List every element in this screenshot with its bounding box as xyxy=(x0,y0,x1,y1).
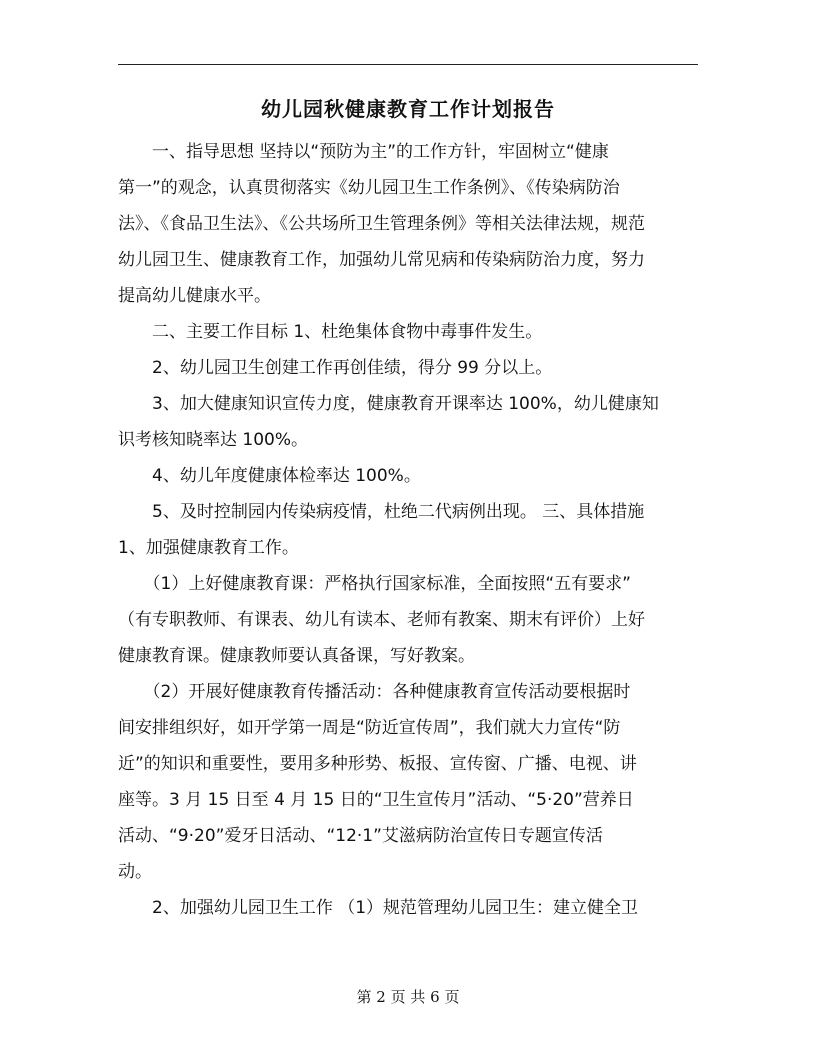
paragraph-line: 法》、《食品卫生法》、《公共场所卫生管理条例》等相关法律法规，规范 xyxy=(118,214,645,234)
paragraph-line: 动。 xyxy=(118,862,152,882)
paragraph-line: 2、幼儿园卫生创建工作再创佳绩，得分 99 分以上。 xyxy=(118,358,553,378)
paragraph-line: （有专职教师、有课表、幼儿有读本、老师有教案、期末有评价）上好 xyxy=(118,610,645,630)
paragraph-line: 健康教育课。健康教师要认真备课，写好教案。 xyxy=(118,646,475,666)
paragraph-line: 活动、“9·20”爱牙日活动、“12·1”艾滋病防治宣传日专题宣传活 xyxy=(118,826,603,846)
paragraph-line: 5、及时控制园内传染病疫情，杜绝二代病例出现。 三、具体措施 xyxy=(118,502,645,522)
paragraph-line: 1、加强健康教育工作。 xyxy=(118,538,299,558)
paragraph-line: 3、加大健康知识宣传力度，健康教育开课率达 100%，幼儿健康知 xyxy=(118,394,659,414)
paragraph-line: 2、加强幼儿园卫生工作 （1）规范管理幼儿园卫生：建立健全卫 xyxy=(118,898,639,918)
paragraph-line: 间安排组织好，如开学第一周是“防近宣传周”，我们就大力宣传“防 xyxy=(118,718,621,738)
paragraph-line: 二、主要工作目标 1、杜绝集体食物中毒事件发生。 xyxy=(118,322,543,342)
paragraph-line: 座等。3 月 15 日至 4 月 15 日的“卫生宣传月”活动、“5·20”营养日 xyxy=(118,790,634,810)
paragraph-line: 识考核知晓率达 100%。 xyxy=(118,430,309,450)
paragraph-line: （1）上好健康教育课：严格执行国家标准，全面按照“五有要求” xyxy=(118,574,631,594)
paragraph-line: （2）开展好健康教育传播活动：各种健康教育宣传活动要根据时 xyxy=(118,682,631,702)
paragraph-line: 第一”的观念，认真贯彻落实《幼儿园卫生工作条例》、《传染病防治 xyxy=(118,178,620,198)
paragraph-line: 幼儿园卫生、健康教育工作，加强幼儿常见病和传染病防治力度，努力 xyxy=(118,250,645,270)
paragraph-line: 一、指导思想 坚持以“预防为主”的工作方针，牢固树立“健康 xyxy=(118,142,609,162)
paragraph-line: 4、幼儿年度健康体检率达 100%。 xyxy=(118,466,421,486)
page-number-footer: 第 2 页 共 6 页 xyxy=(356,988,460,1006)
header-rule xyxy=(118,64,698,65)
paragraph-line: 提高幼儿健康水平。 xyxy=(118,286,271,306)
paragraph-line: 近”的知识和重要性，要用多种形势、板报、宣传窗、广播、电视、讲 xyxy=(118,754,637,774)
document-title: 幼儿园秋健康教育工作计划报告 xyxy=(261,97,555,121)
